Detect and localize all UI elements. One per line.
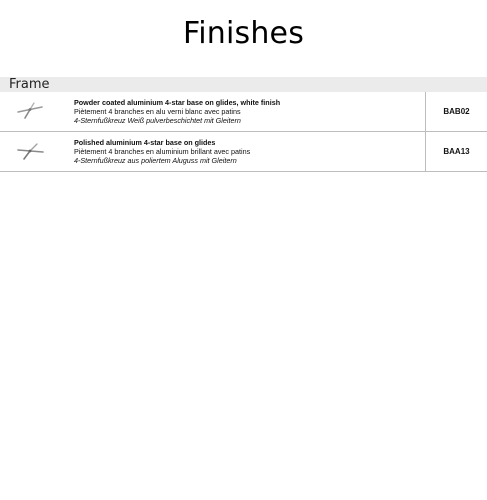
finish-code: BAA13 (443, 147, 470, 156)
section-label: Frame (9, 77, 50, 92)
finish-row (0, 132, 487, 172)
description-french: Piètement 4 branches en alu verni blanc avec patins (74, 107, 241, 116)
finish-description (74, 98, 280, 125)
finish-description (74, 138, 250, 165)
star-base-icon (12, 98, 48, 122)
finish-code-cell (425, 92, 487, 132)
description-english: Polished aluminium 4-star base on glides (74, 138, 216, 147)
finish-code: BAB02 (443, 107, 470, 116)
star-base-icon (12, 138, 48, 162)
description-french: Piètement 4 branches en aluminium brillant avec patins (74, 147, 251, 156)
page-title: Finishes (182, 16, 305, 51)
description-english: Powder coated aluminium 4-star base on glides, white finish (74, 98, 281, 107)
section-header-frame (0, 77, 487, 92)
description-german: 4-Sternfußkreuz Weiß pulverbeschichtet mit Gleitern (74, 116, 241, 125)
finish-code-cell (425, 132, 487, 172)
row-divider (0, 171, 487, 172)
finish-row (0, 92, 487, 132)
description-german: 4-Sternfußkreuz aus poliertem Aluguss mit Gleitern (74, 156, 237, 165)
